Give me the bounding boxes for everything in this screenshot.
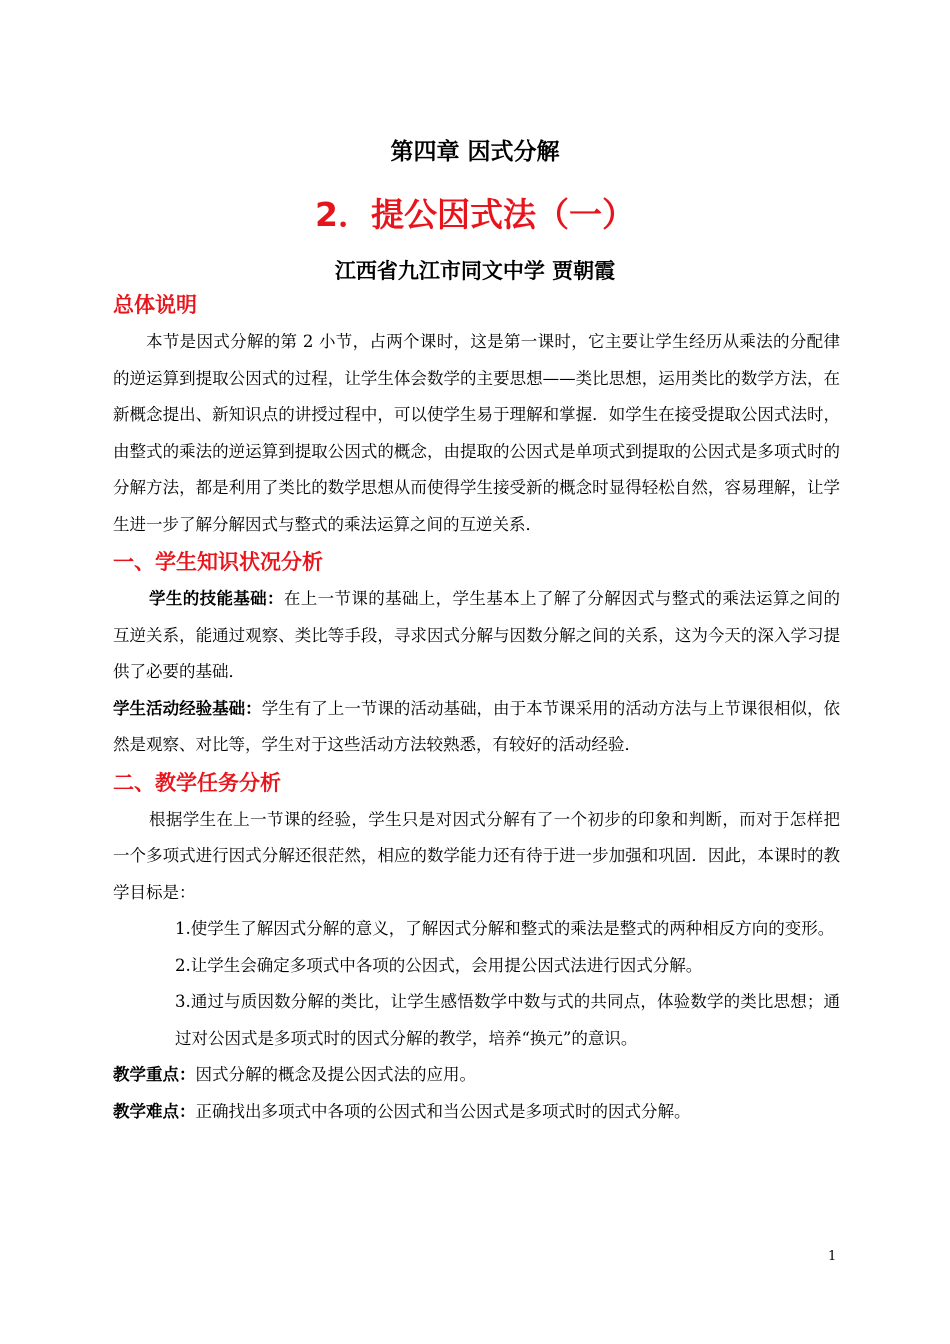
lesson-title: 2．提公因式法（一） [315, 195, 635, 234]
activity-paragraph [113, 691, 840, 764]
goal-item: 1.使学生了解因式分解的意义，了解因式分解和整式的乘法是整式的两种相反方向的变形。 [175, 919, 835, 938]
difficulty-label: 教学难点： [113, 1101, 196, 1121]
tasks-intro: 根据学生在上一节课的经验，学生只是对因式分解有了一个初步的印象和判断，而对于怎样把一个多项式进行因式分解还很茫然，相应的数学能力还有待于进一步加强和巩固．因此，本课时的教学目标是： [113, 809, 840, 902]
goal-item: 3.通过与质因数分解的类比，让学生感悟数学中数与式的共同点，体验数学的类比思想；通过对公因式是多项式时的因式分解的教学，培养“换元”的意识。 [175, 992, 840, 1048]
skill-paragraph [113, 581, 840, 691]
activity-label: 学生活动经验基础： [113, 698, 262, 718]
author-line: 江西省九江市同文中学 贾朝霞 [334, 259, 616, 283]
tasks-heading: 二、教学任务分析 [113, 770, 281, 795]
document-body [113, 286, 840, 1130]
key-label: 教学重点： [113, 1065, 196, 1084]
difficulty-point [113, 1094, 840, 1131]
overview-heading: 总体说明 [113, 293, 197, 317]
difficulty-text: 正确找出多项式中各项的公因式和当公因式是多项式时的因式分解。 [195, 1101, 691, 1121]
goal-item: 2.让学生会确定多项式中各项的公因式，会用提公因式法进行因式分解。 [175, 955, 703, 975]
chapter-title: 第四章 因式分解 [390, 139, 560, 165]
skill-label: 学生的技能基础： [149, 589, 284, 608]
activity-text: 学生有了上一节课的活动基础，由于本节课采用的活动方法与上节课很相似，依然是观察、对比等，学生对于这些活动方法较熟悉，有较好的活动经验． [113, 698, 841, 754]
key-text: 因式分解的概念及提公因式法的应用。 [195, 1065, 476, 1084]
key-point [113, 1057, 840, 1094]
overview-paragraph: 本节是因式分解的第 2 小节，占两个课时，这是第一课时，它主要让学生经历从乘法的分配律的逆运算到提取公因式的过程，让学生体会数学的主要思想——类比思想，运用类比的数学方法，在新概念提出、新知识点的讲授过程中，可以使学生易于理解和掌握．如学生在接受提取公因式法时，由整式的乘法的逆运算到提取公因式的概念，由提取的公因式是单项式到提取的公因式是多项式时的分解方法，都是利用了类比的数学思想从而使得学生接受新的概念时显得轻松自然，容易理解，让学生进一步了解分解因式与整式的乘法运算之间的互逆关系． [113, 332, 840, 534]
skill-text: 在上一节课的基础上，学生基本上了解了分解因式与整式的乘法运算之间的互逆关系，能通过观察、类比等手段，寻求因式分解与因数分解之间的关系，这为今天的深入学习提供了必要的基础． [113, 589, 841, 681]
page-number: 1 [828, 1249, 837, 1264]
knowledge-heading: 一、学生知识状况分析 [113, 550, 323, 574]
